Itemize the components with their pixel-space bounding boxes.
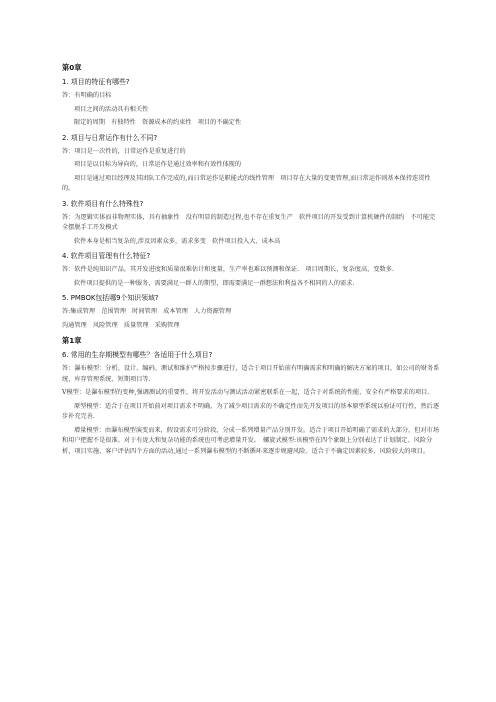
chapter-heading: 第0章 [62,63,82,72]
document-page [62,62,440,457]
answer-paragraph: 软件项目提供的是一种服务，需要满足一群人的期望，即需要满足一群想法和利益各不相同的人的需求. [74,279,355,287]
answer-paragraph: 答：软件是纯知识产品，其开发进度和质量很难估计和度量，生产率也难以预测和保证. 项目周期长，复杂度高，变数多. [62,266,394,273]
answer-paragraph: 答：瀑布模型：分析、设计、编码、测试和维护严格按步骤进行，适合于项目开始前有明确需求和明确的解决方案的项目，如公司的财务系统、库存管理系统、短期项目等. [62,365,440,383]
answer-paragraph: 增量模型：由瀑布模型演变而来，假设需求可分阶段，分成一系列增量产品分别开发。适合于项目开始明确了需求的大部分，但对市场和用户把握不是很准。对于有庞大和复杂功能的系统也可考虑增量开发。 螺旋式模型:该模型在四个象限上分别表达了计划制定、风险分析、项目实施、客户评估四个方面的活动,通过一系列瀑布模型的不断循环来逐步规避风险。适合于不确定因素较多、风险较大的项目。 [62,426,440,455]
question-heading: 5. PMBOK包括哪9个知识领域? [62,294,159,302]
question-heading: 1. 项目的特征有哪些? [62,78,130,86]
question-heading: 6. 常用的生存期模型有哪些？各适用于什么项目? [62,351,213,359]
answer-paragraph: 项目之间的活动具有相关性 [74,105,149,113]
answer-paragraph: 答：有明确的目标 [62,92,112,99]
answer-paragraph: 限定的周期 有独特性 资源成本的约束性 项目的不确定性 [74,119,242,126]
answer-paragraph: 答:集成管理 范围管理 时间管理 成本管理 人力资源管理 [62,308,232,315]
answer-paragraph: V模型：是瀑布模型的变种,强调测试的重要性，将开发活动与测试活动紧密联系在一起，适合于对系统的性能、安全有严格要求的项目. [62,389,430,396]
answer-paragraph: 项目是以目标为导向的，日常运作是通过效率和有效性体现的 [74,161,242,168]
answer-paragraph: 项目是通过项目经理及其团队工作完成的,而日常运作是职能式的线性管理 项目存在大量的变更管理,而日常运作则基本保持连贯性的。 [62,174,431,192]
question-heading: 2. 项目与日常运作有什么不同? [62,133,158,142]
answer-paragraph: 软件本身是相当复杂的,涉及因素众多，需求多变 软件项目投入大、成本高 [74,237,281,245]
chapter-heading: 第1章 [62,336,82,345]
answer-paragraph: 沟通管理 风险管理 质量管理 采购管理 [62,321,180,329]
answer-paragraph: 答：为逻辑实体而非物理实体，具有抽象性 没有明显的制造过程,也不存在重复生产 软件项目的开发受到计算机硬件的制约 不可能完全摆脱手工开发模式 [62,213,436,231]
answer-paragraph: 答：项目是一次性的，日常运作是重复进行的 [62,147,186,155]
question-heading: 4. 软件项目管理有什么特征? [62,252,151,260]
answer-paragraph: 原型模型：适合于在项目开始前对项目需求不明确，为了减少项目需求的不确定性而先开发项目的基本原型系统以验证可行性，然后逐步补充完善. [62,402,440,420]
question-heading: 3. 软件项目有什么特殊性? [62,199,144,208]
